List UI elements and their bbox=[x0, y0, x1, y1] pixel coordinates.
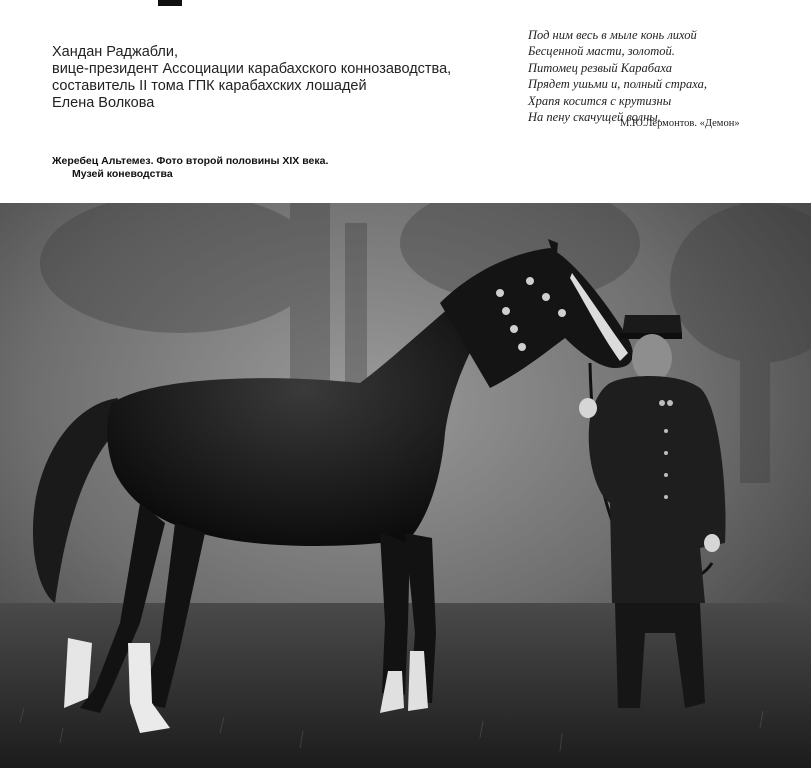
horse-photograph bbox=[0, 203, 811, 768]
photo-illustration bbox=[0, 203, 811, 768]
caption-line-title: Жеребец Альтемез. Фото второй половины XIX века. bbox=[52, 155, 329, 167]
poem-line: Храпя косится с крутизны bbox=[528, 93, 672, 108]
poem-attribution: М.Ю.Лермонтов. «Демон» bbox=[620, 118, 740, 129]
author-block bbox=[52, 44, 452, 112]
author-line-role: составитель II тома ГПК карабахских лошадей bbox=[52, 78, 367, 94]
author-line-coauthor: Елена Волкова bbox=[52, 95, 155, 111]
top-black-mark bbox=[158, 0, 182, 6]
author-line-name: Хандан Раджабли, bbox=[52, 44, 179, 60]
caption-line-source: Музей коневодства bbox=[72, 168, 173, 180]
poem-line: Под ним весь в мыле конь лихой bbox=[528, 28, 697, 42]
poem-line: Питомец резвый Карабаха bbox=[528, 60, 672, 75]
poem-epigraph bbox=[528, 27, 788, 125]
photo-caption bbox=[52, 155, 328, 181]
author-line-title: вице-президент Ассоциации карабахского коннозаводства, bbox=[52, 61, 452, 77]
poem-line: На пену скачущей волны. bbox=[528, 110, 661, 125]
poem-line: Бесценной масти, золотой. bbox=[528, 44, 675, 59]
poem-line: Прядет ушьми и, полный страха, bbox=[528, 77, 707, 92]
